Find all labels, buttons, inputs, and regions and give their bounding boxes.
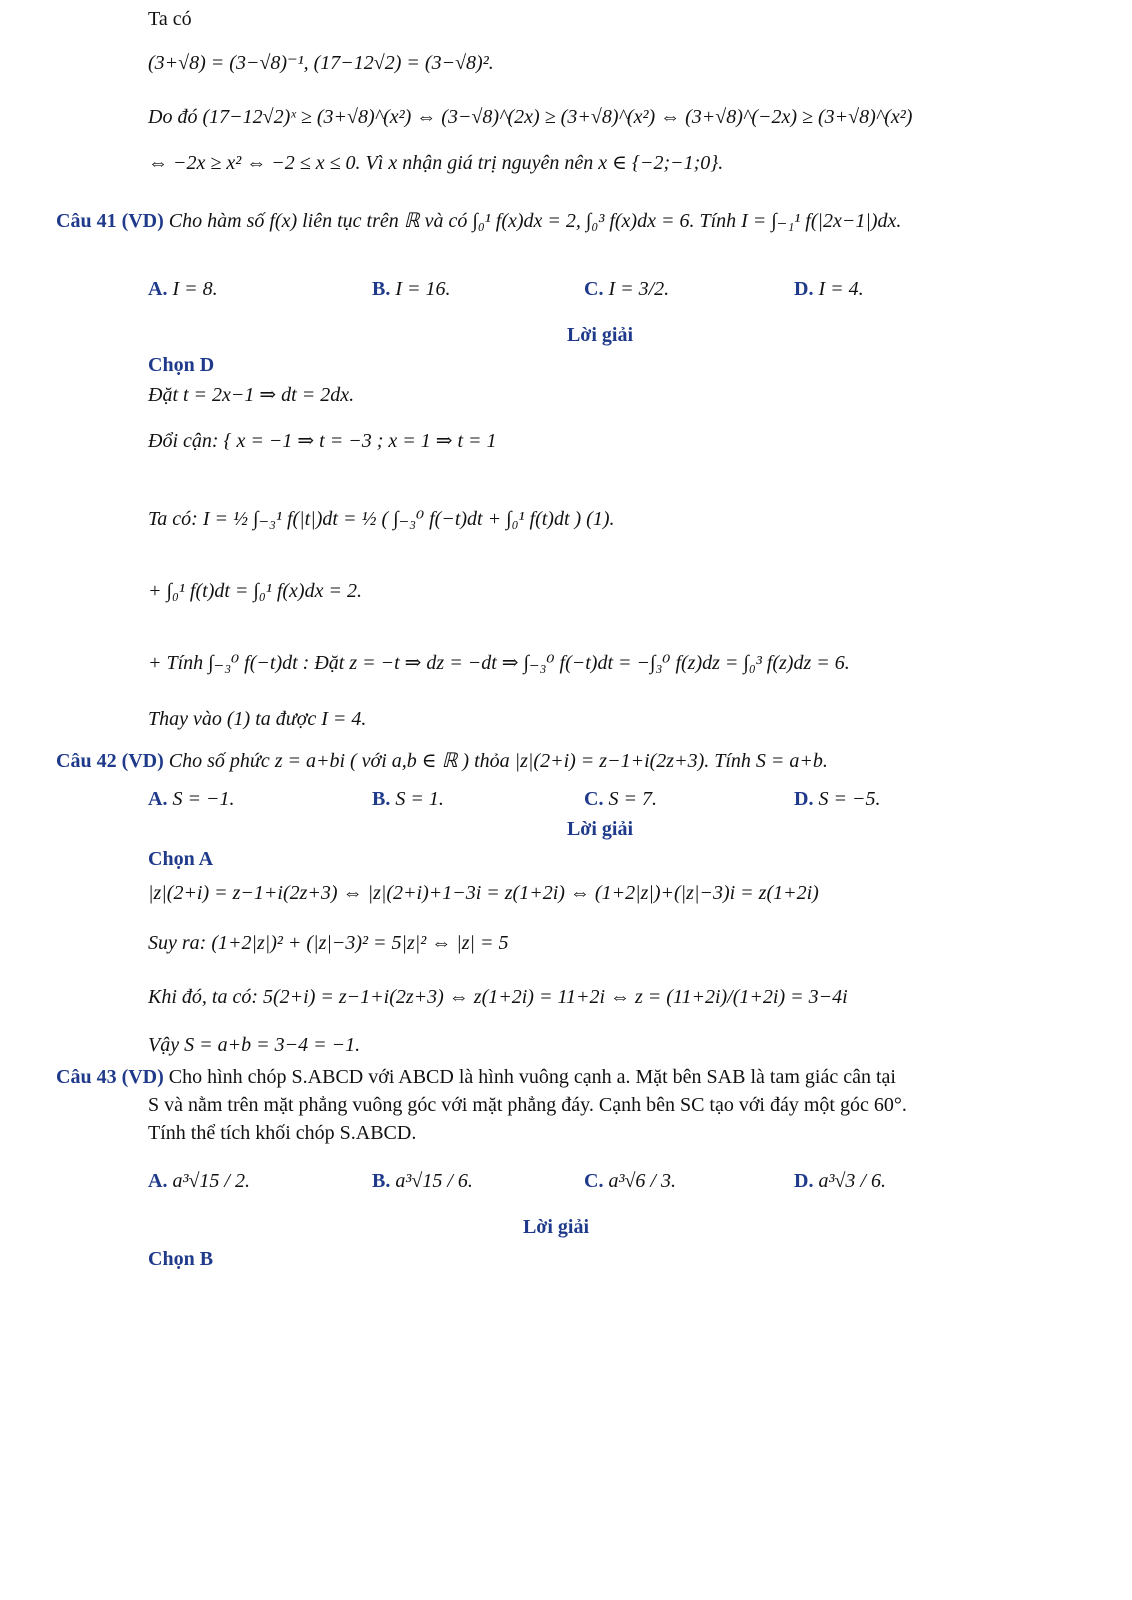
q43-label: Câu 43 (VD)	[56, 1066, 164, 1088]
q43-text-2: S và nằm trên mặt phẳng vuông góc với mặt phẳng đáy. Cạnh bên SC tạo với đáy một góc 60°.	[148, 1094, 907, 1116]
q41-line	[56, 208, 901, 234]
q41-step-5: + Tính ∫₋₃⁰ f(−t)dt : Đặt z = −t ⇒ dz = −dt ⇒ ∫₋₃⁰ f(−t)dt = −∫₃⁰ f(z)dz = ∫₀³ f(z)dz = 6.	[148, 652, 850, 674]
q42-choice: Chọn A	[148, 848, 214, 870]
q43-option-d: D. a³√3 / 6.	[794, 1170, 886, 1192]
q41-step-4: + ∫₀¹ f(t)dt = ∫₀¹ f(x)dx = 2.	[148, 580, 362, 602]
intro-do-do: Do đó (17−12√2)ˣ ≥ (3+√8)^(x²) ⇔ (3−√8)^(2x) ≥ (3+√8)^(x²) ⇔ (3+√8)^(−2x) ≥ (3+√8)^(x²)	[148, 106, 913, 128]
q42-option-c: C. S = 7.	[584, 788, 657, 810]
q43-solution-title: Lời giải	[522, 1216, 590, 1238]
q42-label: Câu 42 (VD)	[56, 750, 164, 772]
q42-text: Cho số phức z = a+bi ( với a,b ∈ ℝ ) thỏa |z|(2+i) = z−1+i(2z+3). Tính S = a+b.	[168, 750, 828, 772]
q42-option-d: D. S = −5.	[794, 788, 881, 810]
q41-option-d: D. I = 4.	[794, 278, 864, 300]
q41-option-b: B. I = 16.	[372, 278, 451, 300]
q41-step-1: Đặt t = 2x−1 ⇒ dt = 2dx.	[148, 384, 355, 406]
q41-option-c: C. I = 3/2.	[584, 278, 670, 300]
q41-choice: Chọn D	[148, 354, 215, 376]
q43-option-c: C. a³√6 / 3.	[584, 1170, 676, 1192]
q43-text-1: Cho hình chóp S.ABCD với ABCD là hình vuông cạnh a. Mặt bên SAB là tam giác cân tại	[168, 1066, 896, 1088]
q42-step-2: Suy ra: (1+2|z|)² + (|z|−3)² = 5|z|² ⇔ |z| = 5	[148, 932, 509, 954]
q43-choice: Chọn B	[148, 1248, 214, 1270]
q41-option-a: A. I = 8.	[148, 278, 218, 300]
intro-identity: (3+√8) = (3−√8)⁻¹, (17−12√2) = (3−√8)².	[148, 52, 494, 74]
q41-text: Cho hàm số f(x) liên tục trên ℝ và có ∫₀¹ f(x)dx = 2, ∫₀³ f(x)dx = 6. Tính I = ∫₋₁¹ f(|2x−1|)dx.	[168, 210, 902, 232]
intro-conclusion: ⇔ −2x ≥ x² ⇔ −2 ≤ x ≤ 0. Vì x nhận giá trị nguyên nên x ∈ {−2;−1;0}.	[148, 152, 724, 174]
q43-option-b: B. a³√15 / 6.	[372, 1170, 473, 1192]
q42-step-1: |z|(2+i) = z−1+i(2z+3) ⇔ |z|(2+i)+1−3i = z(1+2i) ⇔ (1+2|z|)+(|z|−3)i = z(1+2i)	[148, 882, 819, 904]
q41-solution-title: Lời giải	[566, 324, 634, 346]
q43-line-1	[56, 1064, 896, 1090]
q43-option-a: A. a³√15 / 2.	[148, 1170, 250, 1192]
q41-step-6: Thay vào (1) ta được I = 4.	[148, 708, 367, 730]
q42-step-4: Vậy S = a+b = 3−4 = −1.	[148, 1034, 361, 1056]
q41-label: Câu 41 (VD)	[56, 210, 164, 232]
q41-step-2: Đổi cận: { x = −1 ⇒ t = −3 ; x = 1 ⇒ t = 1	[148, 430, 497, 452]
q42-step-3: Khi đó, ta có: 5(2+i) = z−1+i(2z+3) ⇔ z(1+2i) = 11+2i ⇔ z = (11+2i)/(1+2i) = 3−4i	[148, 986, 848, 1008]
intro-ta-co: Ta có	[148, 8, 192, 30]
q43-text-3: Tính thể tích khối chóp S.ABCD.	[148, 1122, 417, 1144]
q42-line	[56, 748, 828, 774]
q42-option-a: A. S = −1.	[148, 788, 235, 810]
q42-solution-title: Lời giải	[566, 818, 634, 840]
q41-step-3: Ta có: I = ½ ∫₋₃¹ f(|t|)dt = ½ ( ∫₋₃⁰ f(−t)dt + ∫₀¹ f(t)dt ) (1).	[148, 508, 615, 530]
q42-option-b: B. S = 1.	[372, 788, 444, 810]
